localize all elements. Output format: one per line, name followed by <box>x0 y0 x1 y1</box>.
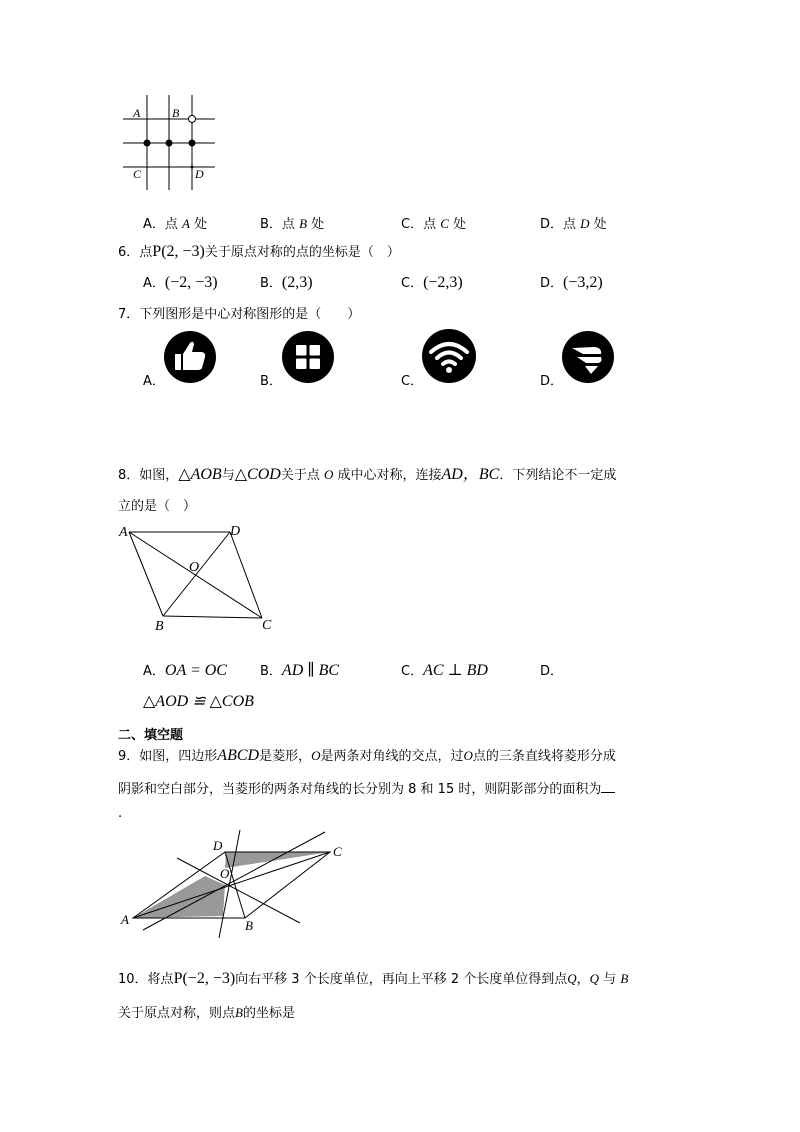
wing-logo-icon[interactable] <box>561 330 615 384</box>
q6-option-c[interactable]: C．(−2,3) <box>401 274 463 291</box>
q5-grid-figure <box>115 95 225 190</box>
q9-rhombus-figure <box>115 828 355 938</box>
q8-quadrilateral-figure <box>115 518 285 636</box>
q9-stem-line2: 阴影和空白部分，当菱形的两条对角线的长分别为 8 和 15 时，则阴影部分的面积为 <box>118 778 615 797</box>
q8-label-b: B <box>155 619 164 634</box>
q5-label-d: D <box>195 167 204 181</box>
q9-stem-line3: . <box>118 806 123 821</box>
q7-stem: 7．下列图形是中心对称图形的是（ ） <box>118 307 361 322</box>
q9-label-d: D <box>213 838 223 853</box>
q7-option-a-label[interactable]: A． <box>143 374 165 389</box>
q6-option-b[interactable]: B．(2,3) <box>260 274 313 291</box>
q6-stem: 6．点P(2, −3)关于原点对称的点的坐标是（ ） <box>118 243 400 260</box>
q8-label-o: O <box>189 560 200 575</box>
q7-option-b-label[interactable]: B． <box>260 374 282 389</box>
q9-label-o: O <box>220 866 230 881</box>
q5-label-a: A <box>133 106 141 120</box>
q9-label-b: B <box>245 918 253 933</box>
q5-option-b[interactable]: B．点 B 处 <box>260 216 325 232</box>
thumbs-up-icon[interactable] <box>163 330 217 384</box>
section-title-fill-in: 二、填空题 <box>118 728 184 743</box>
q9-stem-line1: 9．如图，四边形ABCD是菱形，O是两条对角线的交点，过O点的三条直线将菱形分成 <box>118 747 616 764</box>
q8-stem-line1: 8．如图，△AOB与△COD关于点 O 成中心对称，连接AD，BC．下列结论不一定成 <box>118 466 617 483</box>
q10-stem-line1: 10．将点P(−2, −3)向右平移 3 个长度单位，再向上平移 2 个长度单位得到点Q，Q 与 B <box>118 970 629 987</box>
q8-label-c: C <box>262 618 272 633</box>
q5-option-d[interactable]: D．点 D 处 <box>540 216 607 232</box>
q8-option-d-letter[interactable]: D． <box>540 664 564 679</box>
q9-answer-blank[interactable] <box>601 780 615 793</box>
q8-option-c[interactable]: C．AC ⊥ BD <box>401 662 488 679</box>
wifi-icon[interactable] <box>421 328 477 384</box>
q9-label-a: A <box>121 912 129 927</box>
q5-option-a[interactable]: A．点 A 处 <box>143 216 208 232</box>
q10-stem-line2: 关于原点对称，则点B的坐标是 <box>118 1005 295 1021</box>
q6-option-a[interactable]: A．(−2, −3) <box>143 274 218 291</box>
q8-option-a[interactable]: A．OA = OC <box>143 662 227 679</box>
q5-label-b: B <box>172 106 180 120</box>
q8-label-a: A <box>119 525 128 540</box>
q5-label-c: C <box>133 167 142 181</box>
q9-label-c: C <box>333 844 342 859</box>
q8-stem-line2: 立的是（ ） <box>118 499 197 514</box>
q7-option-d-label[interactable]: D． <box>540 374 564 389</box>
q6-option-d[interactable]: D．(−3,2) <box>540 274 603 291</box>
q8-label-d: D <box>230 524 241 539</box>
q8-option-d-value[interactable]: △AOD ≌ △COB <box>143 693 254 710</box>
q8-option-b[interactable]: B．AD ∥ BC <box>260 662 340 679</box>
q7-option-c-label[interactable]: C． <box>401 374 424 389</box>
q5-option-c[interactable]: C．点 C 处 <box>401 216 467 232</box>
four-squares-icon[interactable] <box>281 330 335 384</box>
